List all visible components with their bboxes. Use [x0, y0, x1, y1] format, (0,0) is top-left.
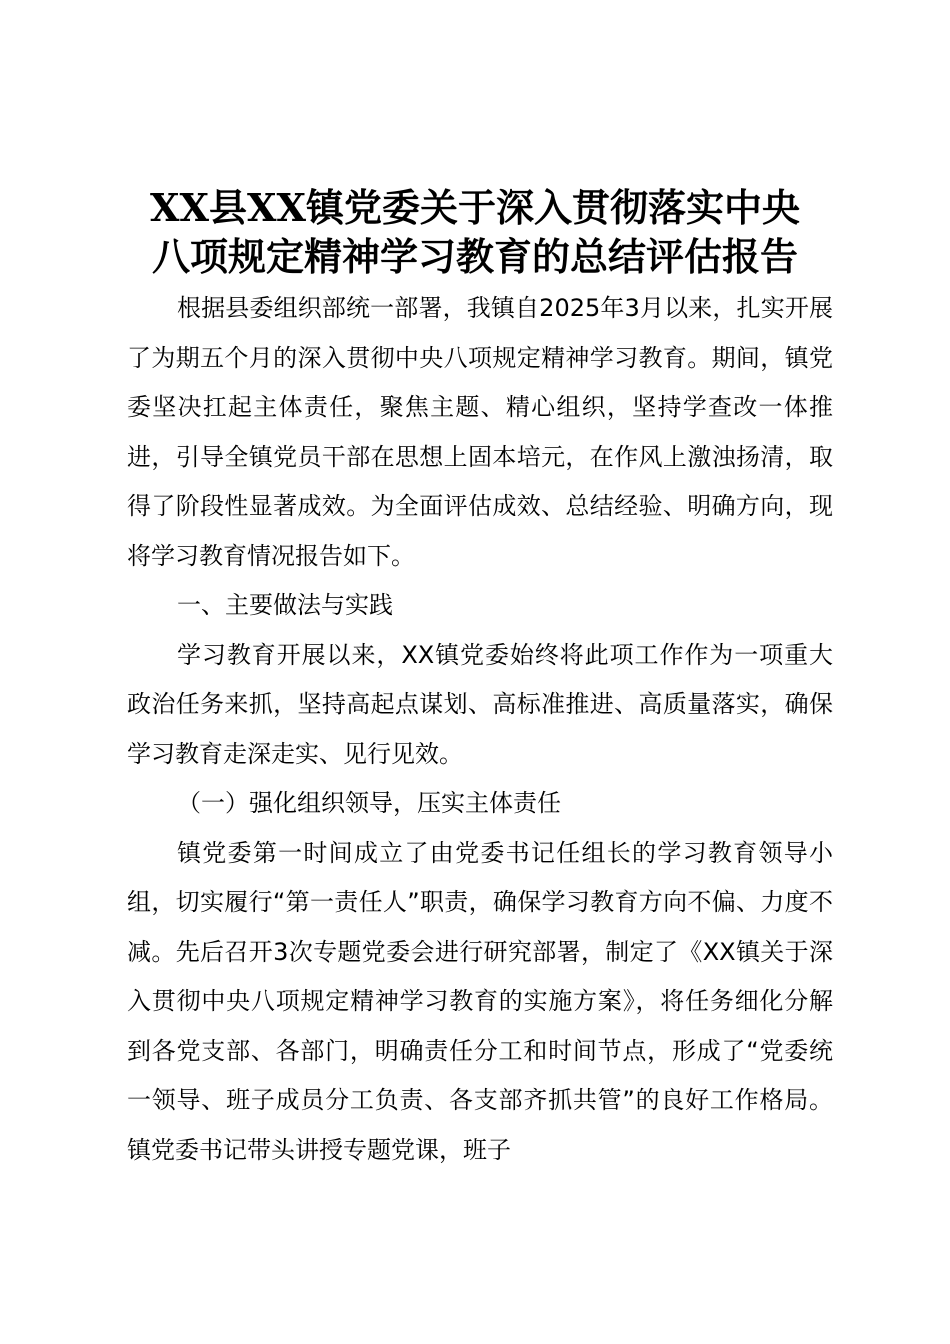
subsection-paragraph-leadership: 镇党委第一时间成立了由党委书记任组长的学习教育领导小组，切实履行“第一责任人”职责，确保学习教育方向不偏、力度不减。先后召开3次专题党委会进行研究部署，制定了《XX镇关于深入贯彻中央八项规定精神学习教育的实施方案》，将任务细化分解到各党支部、各部门，明确责任分工和时间节点，形成了“党委统一领导、班子成员分工负责、各支部齐抓共管”的良好工作格局。镇党委书记带头讲授专题党课，班子 [127, 838, 833, 1164]
document-title-line-1: XX县XX镇党委关于深入贯彻落实中央 [150, 185, 800, 230]
section-heading-main-practices: 一、主要做法与实践 [177, 591, 393, 619]
document-body [127, 284, 833, 1175]
section-paragraph-overview: 学习教育开展以来，XX镇党委始终将此项工作作为一项重大政治任务来抓，坚持高起点谋划、高标准推进、高质量落实，确保学习教育走深走实、见行见效。 [127, 640, 833, 768]
subsection-heading-leadership: （一）强化组织领导，压实主体责任 [177, 789, 561, 817]
intro-paragraph: 根据县委组织部统一部署，我镇自2025年3月以来，扎实开展了为期五个月的深入贯彻中央八项规定精神学习教育。期间，镇党委坚决扛起主体责任，聚焦主题、精心组织，坚持学查改一体推进，引导全镇党员干部在思想上固本培元，在作风上激浊扬清，取得了阶段性显著成效。为全面评估成效、总结经验、明确方向，现将学习教育情况报告如下。 [127, 294, 833, 570]
document-title-line-2: 八项规定精神学习教育的总结评估报告 [151, 234, 798, 279]
